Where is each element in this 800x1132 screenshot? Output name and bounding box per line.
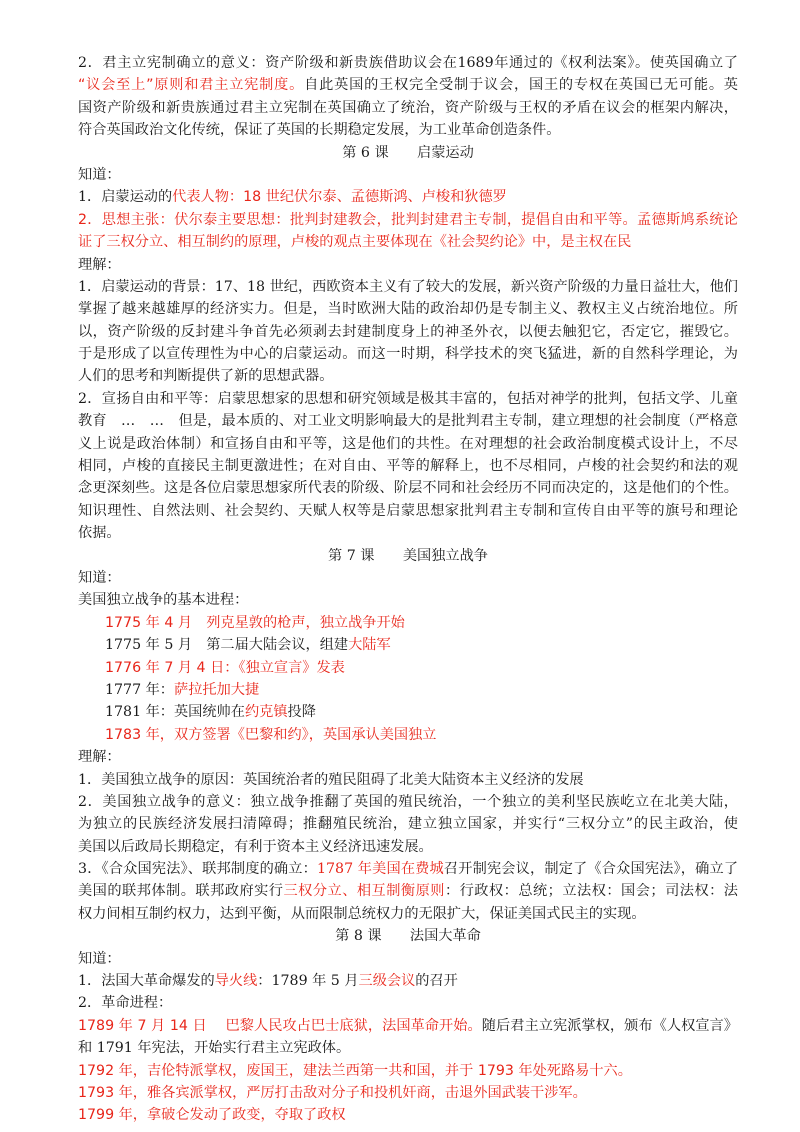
highlight-text: 代表人物：18 世纪伏尔泰、孟德斯鸿、卢梭和狄德罗 — [172, 189, 507, 206]
paragraph-line — [78, 52, 738, 74]
paragraph-line: 美国独立战争的基本进程： — [78, 592, 249, 609]
paragraph-line: 知识理性、自然法则、社会契约、天赋人权等是启蒙思想家批判君主专制和宣传自由平等的旗号和理论 — [78, 502, 738, 519]
text: 自此英国的王权完全受制于议会，国王的专权在英国已无可能。英 — [304, 77, 738, 94]
section-label: 理解： — [78, 749, 121, 766]
text: 1781 年：英国统帅在 — [105, 704, 245, 721]
paragraph-line: 美国以后政局长期稳定，有利于资本主义经济迅速发展。 — [78, 838, 433, 855]
paragraph-line: 依据。 — [78, 525, 121, 542]
highlight-line: 1793 年，雅各宾派掌权，严厉打击敌对分子和投机奸商，击退外国武装干涉军。 — [78, 1084, 587, 1101]
lesson-title: 第 7 课 美国独立战争 — [328, 547, 488, 564]
highlight-line: 证了三权分立、相互制约的原理，卢梭的观点主要体现在《社会契约论》中，是主权在民 — [78, 234, 632, 251]
section-label: 知道： — [78, 166, 121, 183]
document-page — [78, 52, 738, 1127]
highlight-line: 2．思想主张：伏尔泰主要思想：批判封建教会，批判封建君主专制，提倡自由和平等。孟德斯鸠系统论 — [78, 211, 738, 228]
paragraph-line — [78, 880, 738, 902]
timeline-item — [78, 634, 738, 656]
paragraph-line: 相同，卢梭的直接民主制更激进性；在对自由、平等的解释上，也不尽相同，卢梭的社会契约和法的观 — [78, 458, 738, 475]
paragraph-line — [78, 74, 738, 96]
lesson-title: 第 8 课 法国大革命 — [335, 928, 481, 945]
text: 1．法国大革命爆发的 — [78, 973, 215, 990]
paragraph-line — [78, 119, 738, 141]
text: 2．君主立宪制确立的意义：资产阶级和新贵族借助议会在1689年通过的《权利法案》。使英国确立了 — [78, 55, 738, 71]
highlight-text: 1787 年美国在费城 — [316, 861, 444, 878]
text: 符合英国政治文化传统，保证了英国的长期稳定发展，为工业革命创造条件。 — [78, 122, 561, 139]
highlight-text: 导火线 — [214, 973, 258, 990]
highlight-text: 三级会议 — [358, 973, 416, 990]
paragraph-line: 为独立的民族经济发展扫清障碍；推翻殖民统治，建立独立国家，并实行“三权分立”的民主政治，使 — [78, 816, 738, 833]
paragraph-line: 1．启蒙运动的背景：17、18 世纪，西欧资本主义有了较大的发展，新兴资产阶级的力量日益壮大，他们 — [78, 278, 738, 295]
paragraph-line: 掌握了越来越雄厚的经济实力。但是，当时欧洲大陆的政治却仍是专制主义、教权主义占统治地位。所 — [78, 301, 738, 318]
paragraph-line — [78, 97, 738, 119]
section-label: 知道： — [78, 950, 121, 967]
paragraph-line: 2．美国独立战争的意义：独立战争推翻了英国的殖民统治，一个独立的美利坚民族屹立在北美大陆， — [78, 793, 738, 810]
section-label: 知道： — [78, 569, 121, 586]
paragraph-line: 教育 … … 但是，最本质的、对工业文明影响最大的是批判君主专制，建立理想的社会制度（严格意 — [78, 413, 738, 430]
text: 1777 年： — [105, 681, 174, 698]
paragraph-line — [78, 1015, 738, 1037]
highlight-text: 约克镇 — [244, 704, 288, 721]
highlight-text: 1789 年 7 月 14 日 巴黎人民攻占巴士底狱，法国革命开始。 — [78, 1017, 482, 1034]
highlight-line: 1792 年，吉伦特派掌权，废国王，建法兰西第一共和国，并于 1793 年处死路易十六。 — [78, 1062, 632, 1079]
text: ：行政权：总统；立法权：国会；司法权：法 — [444, 883, 738, 900]
highlight-text: 萨拉托加大捷 — [174, 681, 260, 698]
paragraph-line: 1．美国独立战争的原因：英国统治者的殖民阻碍了北美大陆资本主义经济的发展 — [78, 771, 584, 788]
timeline-item: 1783 年，双方签署《巴黎和约》，英国承认美国独立 — [105, 726, 437, 743]
highlight-line: 1799 年，拿破仑发动了政变，夺取了政权 — [78, 1107, 346, 1124]
paragraph-line: 念更深刻些。这是各位启蒙思想家所代表的阶级、阶层不同和社会经历不同而决定的，这是他们的个性。 — [78, 480, 738, 497]
timeline-item — [78, 679, 738, 701]
text: 随后君主立宪派掌权，颁布《人权宣言》 — [481, 1017, 738, 1034]
text: 1．启蒙运动的 — [78, 189, 173, 206]
text: 投降 — [287, 704, 316, 721]
paragraph-line — [78, 970, 738, 992]
paragraph-line: 权力间相互制约权力，达到平衡，从而限制总统权力的无限扩大，保证美国式民主的实现。 — [78, 905, 646, 922]
paragraph-line: 义上说是政治体制）和宣扬自由和平等，这是他们的共性。在对理想的社会政治制度模式设计上，不尽 — [78, 435, 738, 452]
section-label: 理解： — [78, 256, 121, 273]
highlight-text: 大陆军 — [348, 637, 391, 654]
paragraph-line: 人们的思考和判断提供了新的思想武器。 — [78, 368, 334, 385]
paragraph-line — [78, 186, 738, 208]
text: ：1789 年 5 月 — [257, 973, 359, 990]
paragraph-line: 和 1791 年宪法，开始实行君主立宪政体。 — [78, 1040, 351, 1057]
text: 1775 年 5 月 第二届大陆会议，组建 — [105, 637, 349, 654]
paragraph-line: 以，资产阶级的反封建斗争首先必须剥去封建制度身上的神圣外衣，以便去触犯它，否定它，摧毁它。 — [78, 323, 738, 340]
timeline-item: 1775 年 4 月 列克星敦的枪声，独立战争开始 — [105, 614, 405, 631]
text: 3．《合众国宪法》、联邦制度的确立： — [78, 861, 317, 878]
lesson-title: 第 6 课 启蒙运动 — [342, 144, 474, 161]
timeline-item: 1776 年 7 月 4 日：《独立宣言》发表 — [105, 659, 345, 676]
text: 召开制宪会议，制定了《合众国宪法》，确立了 — [443, 861, 738, 878]
highlight-text: 三权分立、相互制衡原则 — [283, 883, 445, 900]
paragraph-line: 2．宣扬自由和平等：启蒙思想家的思想和研究领域是极其丰富的，包括对神学的批判，包括文学、儿童 — [78, 390, 738, 407]
text: 国资产阶级和新贵族通过君主立宪制在英国确立了统治，资产阶级与王权的矛盾在议会的框架内解决， — [78, 99, 738, 116]
paragraph-line — [78, 858, 738, 880]
paragraph-line: 2．革命进程： — [78, 995, 173, 1012]
text: 美国的联邦体制。联邦政府实行 — [78, 883, 284, 900]
paragraph-line: 于是形成了以宣传理性为中心的启蒙运动。而这一时期，科学技术的突飞猛进，新的自然科学理论，为 — [78, 346, 738, 363]
timeline-item — [78, 701, 738, 723]
highlight-text: “议会至上”原则和君主立宪制度。 — [78, 77, 305, 94]
text: 的召开 — [415, 973, 458, 990]
